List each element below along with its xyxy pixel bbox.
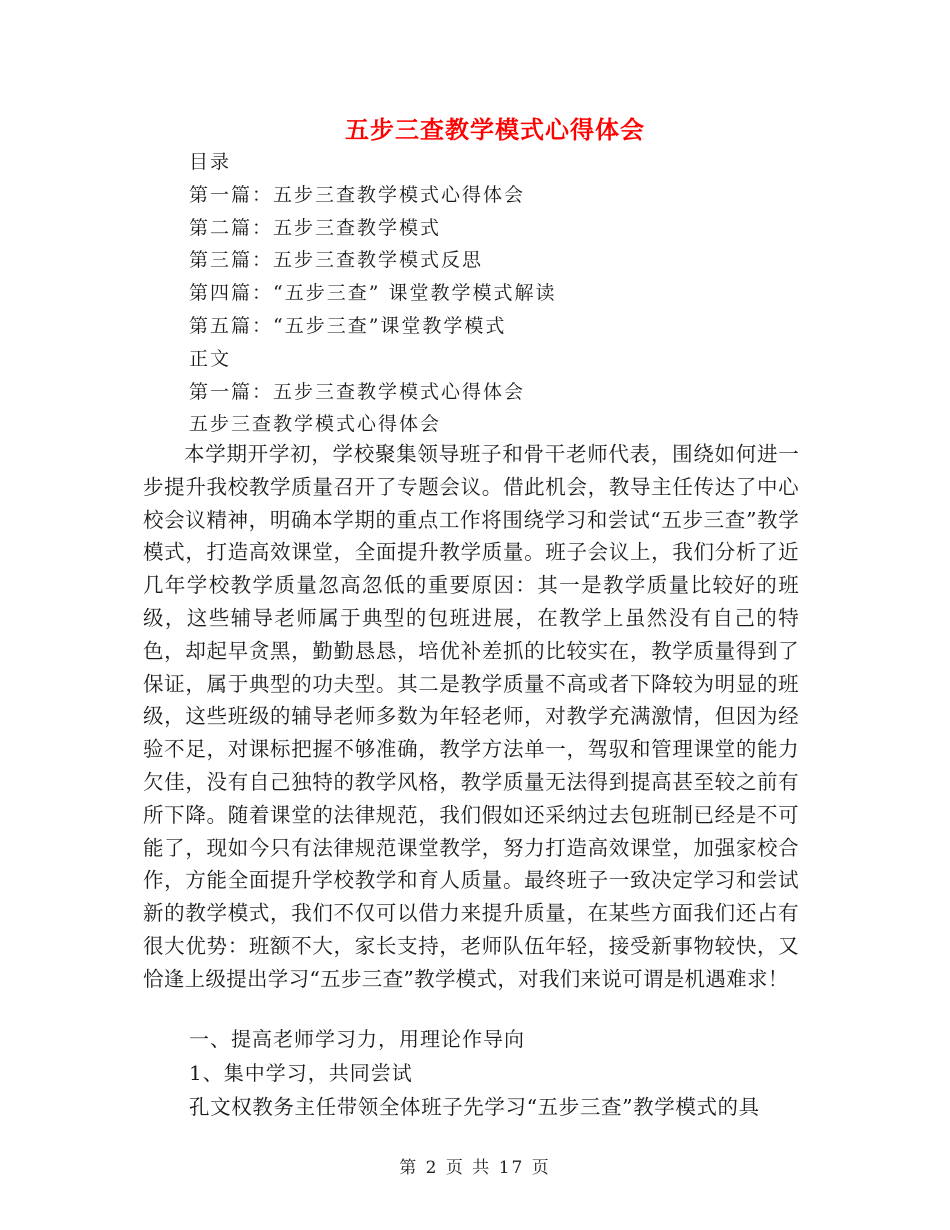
toc-item: 第三篇：五步三查教学模式反思 xyxy=(189,249,484,272)
document-title: 五步三查教学模式心得体会 xyxy=(345,116,645,144)
toc-item: 第五篇：“五步三查”课堂教学模式 xyxy=(189,314,507,337)
toc-heading: 目录 xyxy=(189,151,232,173)
section-subtitle: 五步三查教学模式心得体会 xyxy=(189,413,442,436)
body-heading: 正文 xyxy=(189,347,232,370)
paragraph-start: 孔文权教务主任带领全体班子先学习“五步三查”教学模式的具 xyxy=(189,1095,760,1119)
table-of-contents xyxy=(189,146,829,441)
toc-item: 第二篇：五步三查教学模式 xyxy=(189,216,442,239)
section-title: 第一篇：五步三查教学模式心得体会 xyxy=(189,380,526,403)
subsection-heading: 1、集中学习，共同尝试 xyxy=(189,1061,413,1085)
body-paragraph: 本学期开学初，学校聚集领导班子和骨干老师代表，围绕如何进一步提升我校教学质量召开了专题会议。借此机会，教导主任传达了中心校会议精神，明确本学期的重点工作将围绕学习和尝试“五步三查”教学模式，打造高效课堂，全面提升教学质量。班子会议上，我们分析了近几年学校教学质量忽高忽低的重要原因：其一是教学质量比较好的班级，这些辅导老师属于典型的包班进展，在教学上虽然没有自己的特色，却起早贪黑，勤勤恳恳，培优补差抓的比较实在，教学质量得到了保证，属于典型的功夫型。其二是教学质量不高或者下降较为明显的班级，这些班级的辅导老师多数为年轻老师，对教学充满激情，但因为经验不足，对课标把握不够准确，教学方法单一，驾驭和管理课堂的能力欠佳，没有自己独特的教学风格，教学质量无法得到提高甚至较之前有所下降。随着课堂的法律规范，我们假如还采纳过去包班制已经是不可能了，现如今只有法律规范课堂教学，努力打造高效课堂，加强家校合作，方能全面提升学校教学和育人质量。最终班子一致决定学习和尝试新的教学模式，我们不仅可以借力来提升质量，在某些方面我们还占有很大优势：班额不大，家长支持，老师队伍年轻，接受新事物较快，又恰逢上级提出学习“五步三查”教学模式，对我们来说可谓是机遇难求！ xyxy=(143,442,799,991)
toc-item: 第一篇：五步三查教学模式心得体会 xyxy=(189,183,526,206)
toc-item: 第四篇：“五步三查” 课堂教学模式解读 xyxy=(189,282,557,305)
section-heading: 一、提高老师学习力，用理论作导向 xyxy=(189,1027,525,1051)
page-number: 第 2 页 共 17 页 xyxy=(399,1158,551,1178)
